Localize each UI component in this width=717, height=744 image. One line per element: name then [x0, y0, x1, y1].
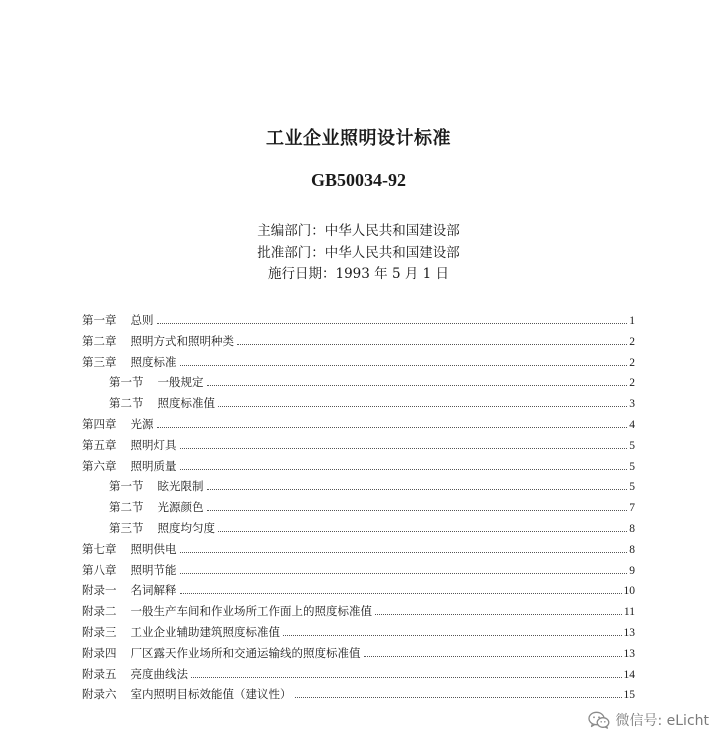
- toc-dot-leader: [364, 656, 622, 657]
- toc-entry: [82, 603, 635, 624]
- toc-entry-number: 第四章: [82, 416, 117, 431]
- toc-dot-leader: [180, 365, 628, 366]
- approval-department: 批准部门：中华人民共和国建设部: [257, 245, 460, 261]
- toc-entry-number: 第三章: [82, 354, 117, 369]
- toc-entry-title: 光源: [130, 416, 154, 431]
- toc-entry-title: 照明节能: [130, 562, 177, 577]
- toc-entry-page: 2: [629, 356, 635, 369]
- toc-entry: [82, 541, 635, 562]
- watermark: [588, 710, 709, 730]
- toc-dot-leader: [180, 469, 628, 470]
- toc-entry-number: 第五章: [82, 437, 117, 452]
- toc-entry: [82, 562, 635, 583]
- toc-entry: [82, 520, 635, 541]
- toc-entry: [82, 416, 635, 437]
- toc-entry-number: 第七章: [82, 541, 117, 556]
- toc-entry: [82, 374, 635, 395]
- toc-entry-title: 照明质量: [130, 458, 177, 473]
- toc-entry-title: 总则: [130, 313, 154, 327]
- toc-entry: [82, 499, 635, 520]
- toc-entry-title: 一般生产车间和作业场所工作面上的照度标准值: [130, 604, 372, 619]
- toc-dot-leader: [218, 531, 627, 532]
- toc-entry-page: 8: [629, 522, 635, 535]
- toc-entry: [82, 354, 635, 375]
- toc-entry-title: 室内照明目标效能值（建议性）: [130, 687, 292, 702]
- toc-entry: [82, 645, 635, 666]
- toc-entry-page: 2: [629, 335, 635, 348]
- toc-entry: [82, 666, 635, 687]
- toc-entry-number: 附录六: [82, 687, 117, 702]
- toc-entry-number: 第一节: [109, 375, 144, 390]
- toc-entry-page: 13: [623, 626, 635, 639]
- toc-entry-page: 14: [623, 668, 635, 681]
- toc-entry-title: 厂区露天作业场所和交通运输线的照度标准值: [130, 645, 361, 660]
- wechat-icon: [588, 711, 610, 729]
- toc-entry-number: 附录四: [82, 645, 117, 660]
- toc-entry-title: 照度标准: [130, 354, 177, 369]
- toc-dot-leader: [207, 489, 628, 490]
- toc-dot-leader: [180, 593, 622, 594]
- standard-code: GB50034-92: [310, 170, 406, 190]
- toc-entry-page: 9: [629, 564, 635, 577]
- toc-entry-number: 附录三: [82, 624, 117, 639]
- toc-dot-leader: [283, 635, 622, 636]
- toc-entry-page: 5: [629, 460, 635, 473]
- toc-dot-leader: [180, 552, 628, 553]
- toc-entry-title: 照度标准值: [157, 396, 215, 411]
- editor-department: 主编部门：中华人民共和国建设部: [257, 223, 460, 239]
- toc-entry-title: 照明供电: [130, 541, 177, 556]
- toc-entry-page: 7: [629, 502, 635, 515]
- toc-entry-title: 照明灯具: [130, 437, 177, 452]
- toc-entry-title: 眩光限制: [157, 479, 204, 494]
- toc-entry-number: 第一章: [82, 313, 117, 327]
- toc-entry-page: 1: [629, 315, 635, 327]
- toc-entry: [82, 333, 635, 354]
- toc-entry: [82, 458, 635, 479]
- toc-entry-page: 5: [629, 439, 635, 452]
- toc-entry-number: 第八章: [82, 562, 117, 577]
- toc-dot-leader: [157, 323, 628, 324]
- toc-entry-page: 5: [629, 481, 635, 494]
- toc-dot-leader: [157, 427, 628, 428]
- toc-entry-page: 4: [629, 418, 635, 431]
- toc-entry-number: 附录一: [82, 583, 117, 598]
- toc-entry: [82, 624, 635, 645]
- toc-entry-number: 第一节: [109, 479, 144, 494]
- toc-entry-page: 3: [629, 398, 635, 411]
- toc-entry: [82, 478, 635, 499]
- toc-entry-title: 亮度曲线法: [130, 666, 188, 681]
- toc-entry-title: 名词解释: [130, 583, 177, 598]
- toc-dot-leader: [207, 510, 628, 511]
- toc-dot-leader: [180, 573, 628, 574]
- toc-entry-number: 第二节: [109, 396, 144, 411]
- toc-dot-leader: [218, 406, 627, 407]
- toc-dot-leader: [207, 385, 628, 386]
- toc-dot-leader: [191, 677, 622, 678]
- toc-entry-number: 第六章: [82, 458, 117, 473]
- toc-entry: [82, 582, 635, 603]
- toc-entry: [82, 437, 635, 458]
- toc-entry-number: 第三节: [109, 520, 144, 535]
- toc-entry-page: 2: [629, 377, 635, 390]
- watermark-text: 微信号: eLicht: [615, 713, 709, 729]
- toc-dot-leader: [237, 344, 627, 345]
- toc-dot-leader: [180, 448, 628, 449]
- toc-entry-page: 10: [623, 585, 635, 598]
- toc-entry-page: 11: [623, 606, 635, 619]
- toc-dot-leader: [295, 697, 622, 698]
- toc-entry-title: 工业企业辅助建筑照度标准值: [130, 624, 280, 639]
- table-of-contents: [82, 312, 635, 707]
- document-title: 工业企业照明设计标准: [266, 128, 451, 149]
- toc-entry-number: 附录五: [82, 666, 117, 681]
- toc-entry: [82, 395, 635, 416]
- effective-date: 施行日期：1993 年 5 月 1 日: [268, 266, 449, 282]
- toc-entry-number: 附录二: [82, 604, 117, 619]
- toc-entry-title: 照明方式和照明种类: [130, 333, 234, 348]
- toc-entry-page: 8: [629, 543, 635, 556]
- toc-entry-number: 第二章: [82, 333, 117, 348]
- toc-entry: [82, 312, 635, 333]
- toc-dot-leader: [375, 614, 622, 615]
- toc-entry-number: 第二节: [109, 500, 144, 515]
- toc-entry: [82, 686, 635, 707]
- toc-entry-title: 照度均匀度: [157, 520, 215, 535]
- toc-entry-page: 13: [623, 647, 635, 660]
- toc-entry-title: 光源颜色: [157, 500, 204, 515]
- toc-entry-title: 一般规定: [157, 375, 204, 390]
- toc-entry-page: 15: [623, 689, 635, 702]
